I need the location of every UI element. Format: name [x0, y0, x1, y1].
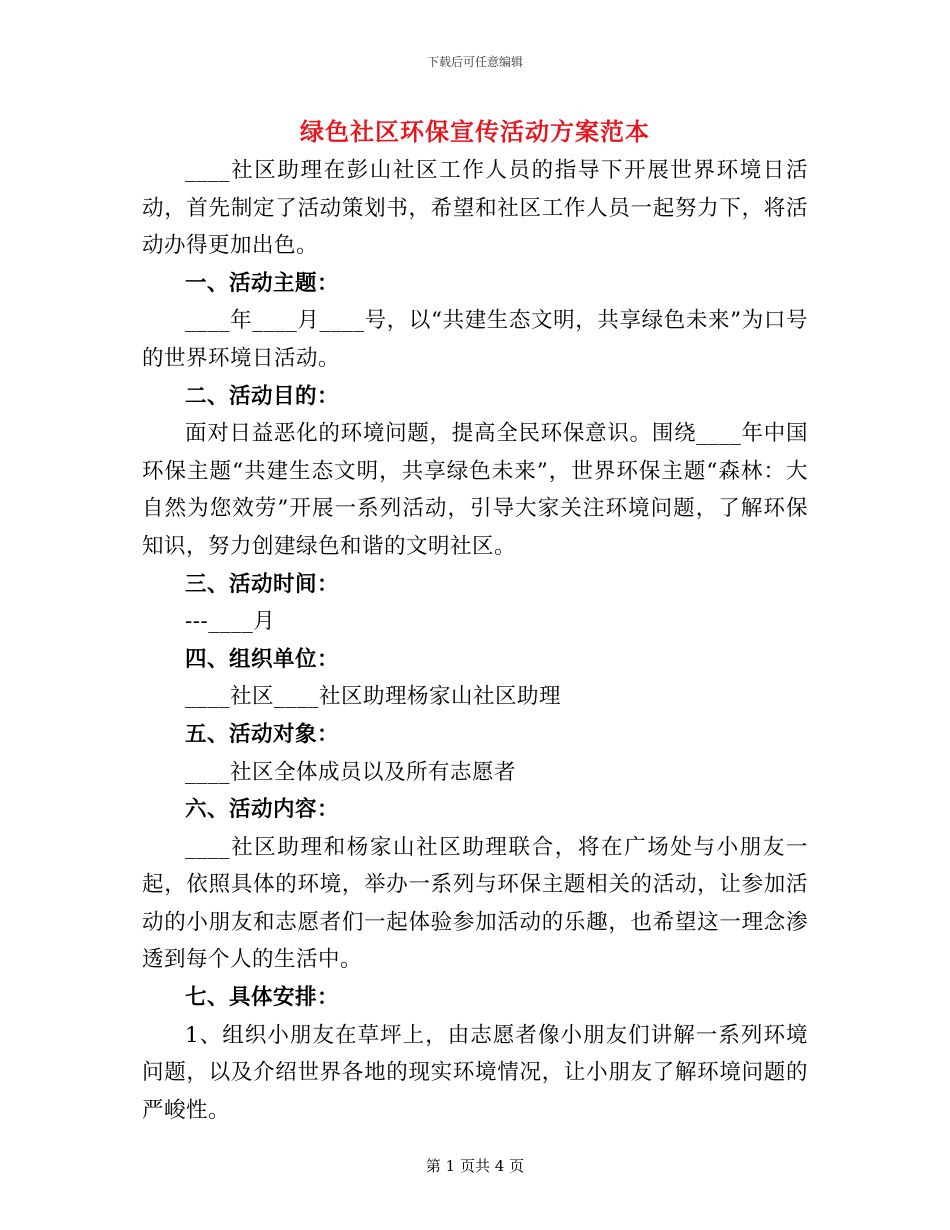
- content-paragraph: ____社区助理和杨家山社区助理联合，将在广场处与小朋友一起，依照具体的环境，举办一系列与环保主题相关的活动，让参加活动的小朋友和志愿者们一起体验参加活动的乐趣，也希望这一理念渗透到每个人的生活中。: [142, 834, 808, 973]
- page-footer: 第 1 页共 4 页: [425, 1157, 525, 1175]
- section-heading-time: 三、活动时间：: [185, 571, 340, 597]
- theme-paragraph: ____年____月____号，以“共建生态文明，共享绿色未来”为口号的世界环境日活动。: [142, 308, 808, 371]
- audience-paragraph: ____社区全体成员以及所有志愿者: [185, 759, 517, 785]
- time-paragraph: ---____月: [185, 609, 276, 635]
- section-heading-purpose: 二、活动目的：: [185, 383, 340, 409]
- section-heading-theme: 一、活动主题：: [185, 270, 340, 296]
- header-note: 下载后可任意编辑: [426, 55, 523, 69]
- document-body: [142, 152, 808, 1129]
- document-title: 绿色社区环保宣传活动方案范本: [300, 117, 650, 146]
- purpose-paragraph: 面对日益恶化的环境问题，提高全民环保意识。围绕____年中国环保主题“共建生态文明，共享绿色未来”，世界环保主题“森林：大自然为您效劳”开展一系列活动，引导大家关注环境问题，了解环保知识，努力创建绿色和谐的文明社区。: [142, 421, 808, 559]
- organizer-paragraph: ____社区____社区助理杨家山社区助理: [185, 684, 562, 710]
- section-heading-organizer: 四、组织单位：: [185, 646, 340, 672]
- section-heading-arrangement: 七、具体安排：: [185, 985, 340, 1011]
- arrangement-paragraph: 1、组织小朋友在草坪上，由志愿者像小朋友们讲解一系列环境问题，以及介绍世界各地的现实环境情况，让小朋友了解环境问题的严峻性。: [142, 1022, 808, 1123]
- section-heading-audience: 五、活动对象：: [185, 721, 340, 747]
- section-heading-content: 六、活动内容：: [185, 797, 340, 823]
- intro-paragraph: ____社区助理在彭山社区工作人员的指导下开展世界环境日活动，首先制定了活动策划书，希望和社区工作人员一起努力下，将活动办得更加出色。: [142, 158, 808, 259]
